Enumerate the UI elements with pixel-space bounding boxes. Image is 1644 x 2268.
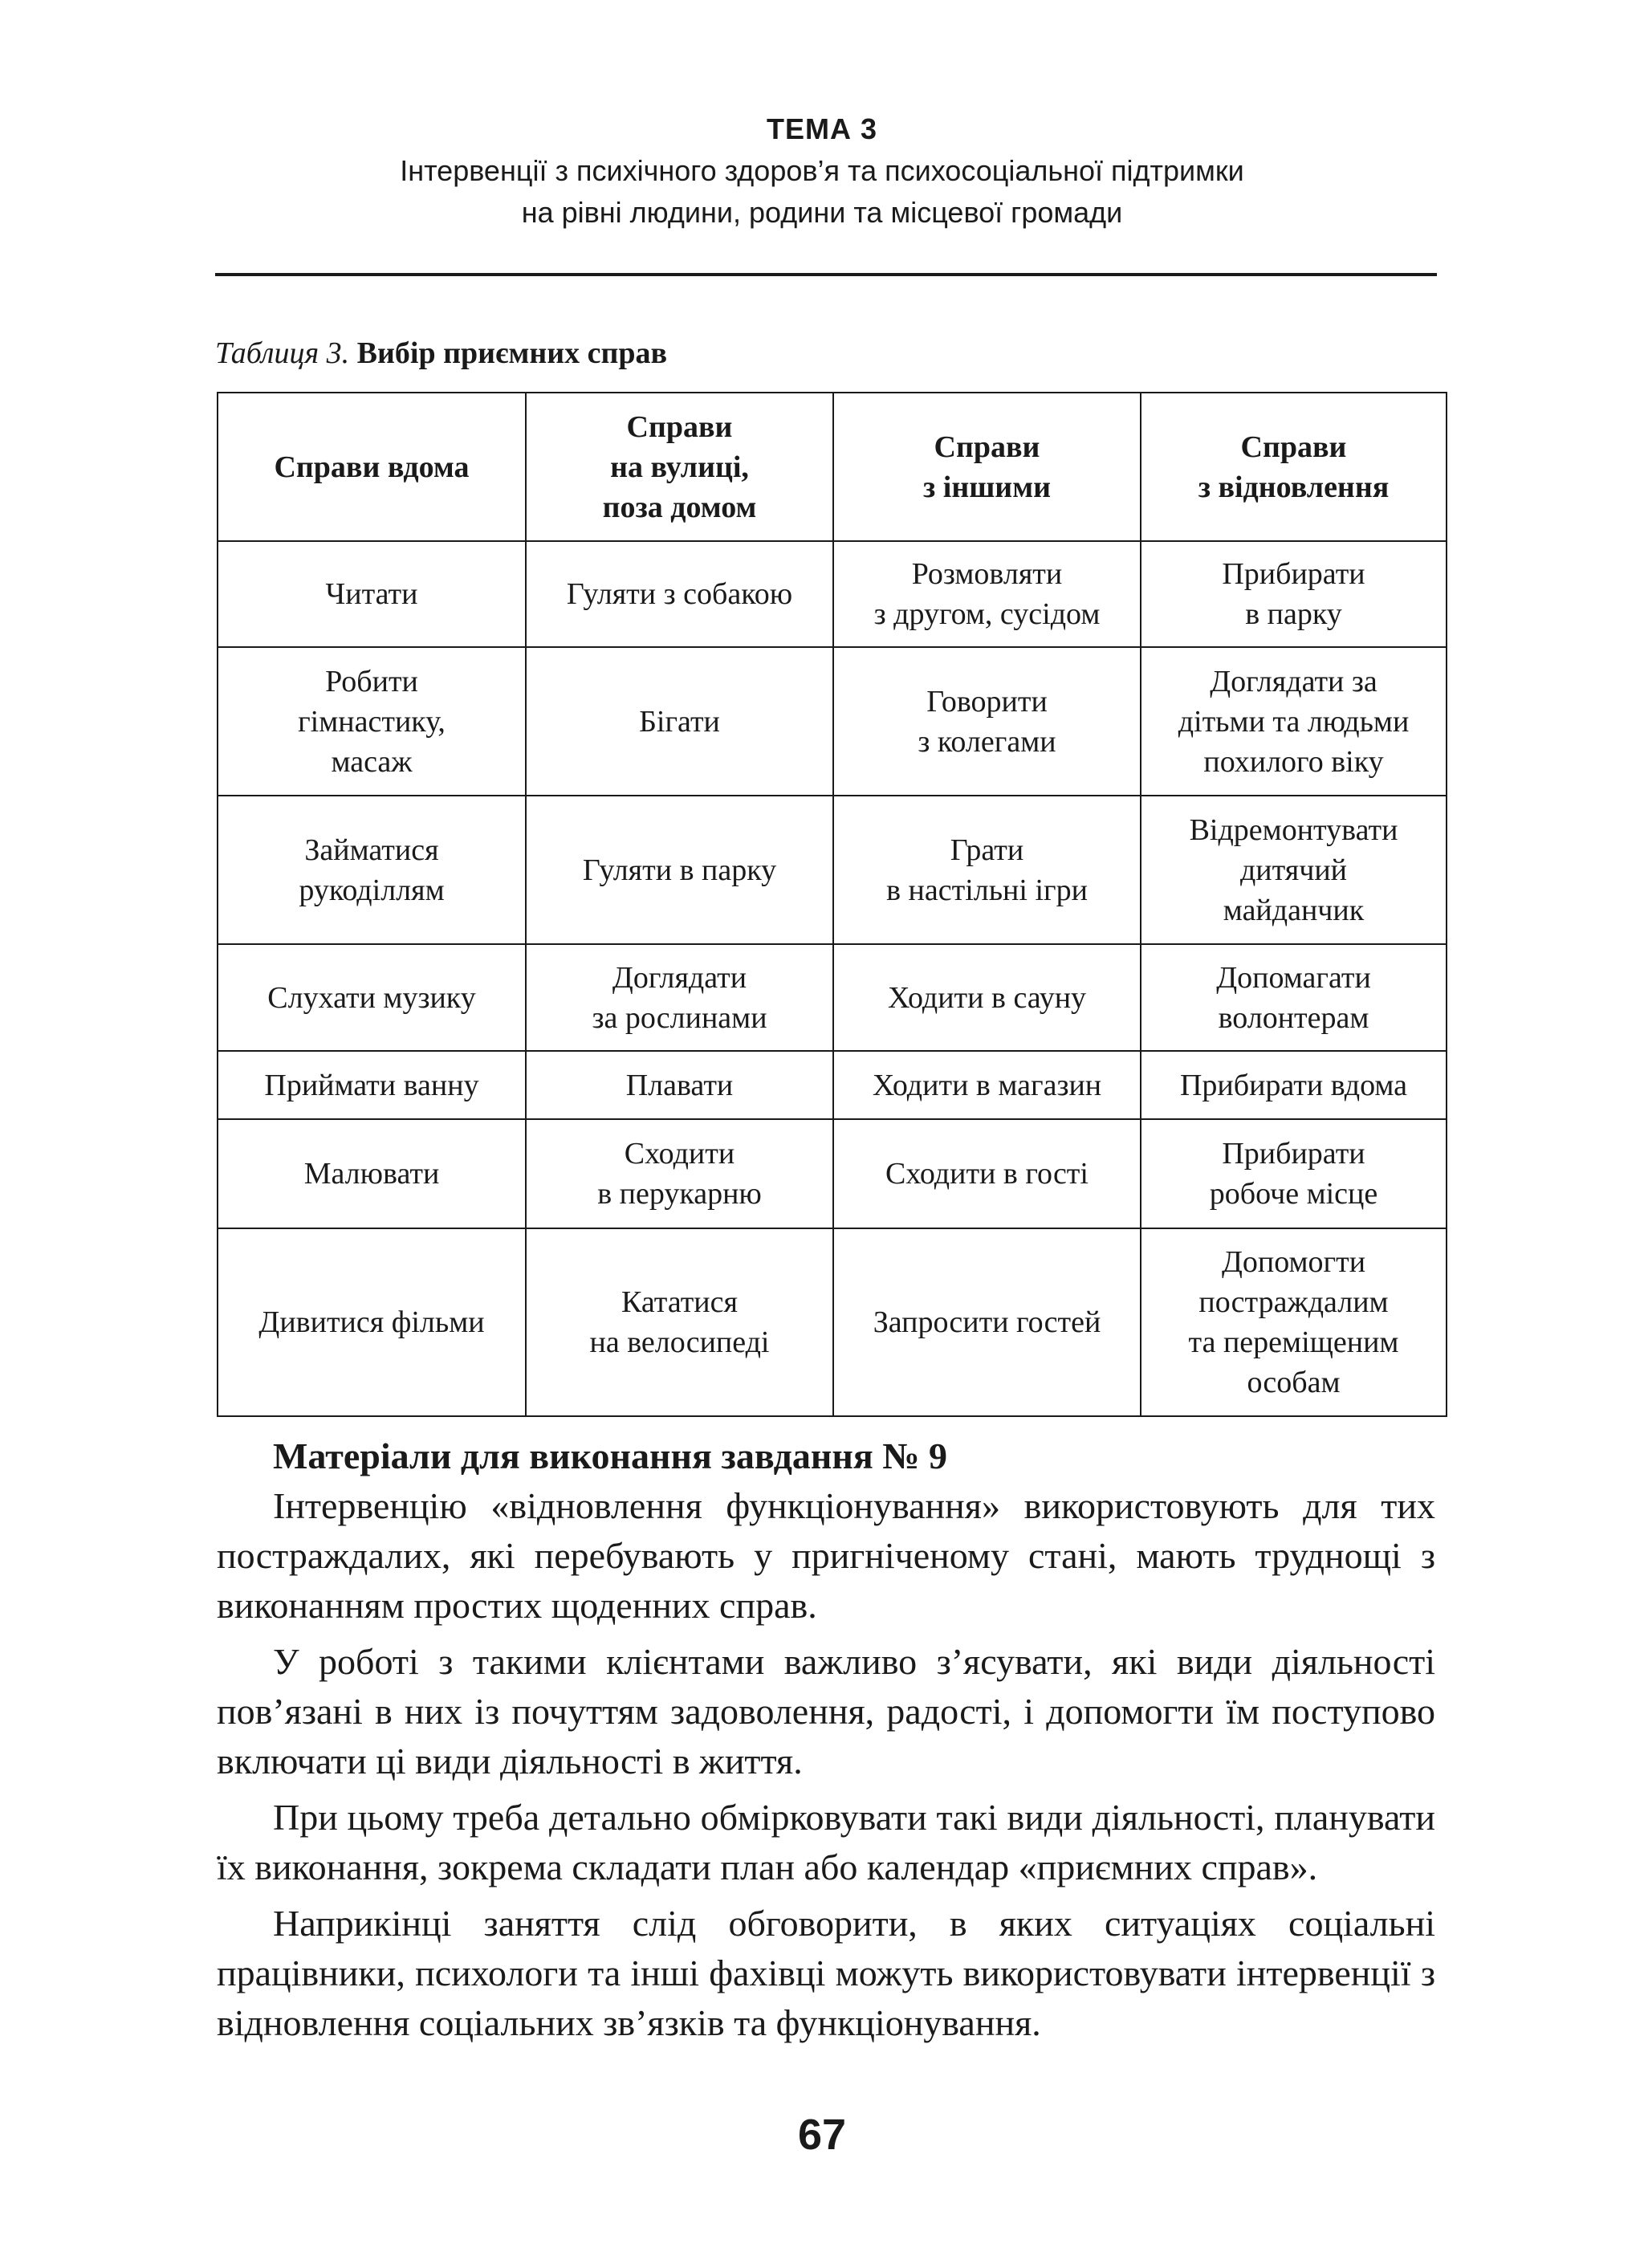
table-cell: Дивитися фільми (218, 1228, 526, 1416)
theme-label: ТЕМА 3 (766, 112, 877, 145)
table-cell: Сходити в перукарню (526, 1119, 833, 1228)
table-header-row (218, 393, 1447, 541)
section-body (217, 1431, 1435, 2054)
table-cell: Відремонтувати дитячий майданчик (1141, 796, 1447, 944)
table-cell: Розмовляти з другом, сусідом (833, 541, 1141, 647)
table-cell: Ходити в магазин (833, 1051, 1141, 1119)
table-cell: Доглядати за дітьми та людьми похилого віку (1141, 647, 1447, 796)
table-cell: Кататися на велосипеді (526, 1228, 833, 1416)
column-header-with-others: Справи з іншими (833, 393, 1141, 541)
table-row (218, 1119, 1447, 1228)
table-cell: Прибирати вдома (1141, 1051, 1447, 1119)
table-cell: Прибирати в парку (1141, 541, 1447, 647)
table-row (218, 1051, 1447, 1119)
body-paragraph: У роботі з такими клієнтами важливо з’ясувати, які види діяльності пов’язані в них із почуттям задоволення, радості, і допомогти їм поступово включати ці види діяльності в життя. (217, 1641, 1435, 1781)
column-header-outside: Справи на вулиці, поза домом (526, 393, 833, 541)
table-row (218, 647, 1447, 796)
table-cell: Запросити гостей (833, 1228, 1141, 1416)
table-cell: Говорити з колегами (833, 647, 1141, 796)
table-cell: Малювати (218, 1119, 526, 1228)
table-cell: Допомагати волонтерам (1141, 944, 1447, 1051)
table-cell: Ходити в сауну (833, 944, 1141, 1051)
table-cell: Грати в настільні ігри (833, 796, 1141, 944)
table-row (218, 1228, 1447, 1416)
table-cell: Допомогти постраждалим та переміщеним особам (1141, 1228, 1447, 1416)
table-row (218, 541, 1447, 647)
table-cell: Приймати ванну (218, 1051, 526, 1119)
page-header (0, 108, 1644, 234)
table-caption-title: Вибір приємних справ (356, 336, 668, 370)
table-row (218, 944, 1447, 1051)
body-paragraph: Інтервенцію «відновлення функціонування» використовують для тих постраждалих, які перебувають у пригніченому стані, мають труднощі з виконанням простих щоденних справ. (217, 1485, 1435, 1626)
table-cell: Гуляти в парку (526, 796, 833, 944)
theme-title-line-2: на рівні людини, родини та місцевої громади (521, 196, 1123, 229)
theme-title-line-1: Інтервенції з психічного здоров’я та психосоціальної підтримки (400, 154, 1244, 187)
table-cell: Гуляти з собакою (526, 541, 833, 647)
table-cell: Займатися рукоділлям (218, 796, 526, 944)
table-cell: Робити гімнастику, масаж (218, 647, 526, 796)
page-number: 67 (797, 2111, 847, 2159)
column-header-home: Справи вдома (218, 393, 526, 541)
table-row (218, 796, 1447, 944)
table-cell: Доглядати за рослинами (526, 944, 833, 1051)
section-heading: Матеріали для виконання завдання № 9 (273, 1435, 947, 1476)
table-cell: Читати (218, 541, 526, 647)
body-paragraph: Наприкінці заняття слід обговорити, в яких ситуаціях соціальні працівники, психологи та інші фахівці можуть використовувати інтервенції з відновлення соціальних зв’язків та функціонування. (217, 1903, 1435, 2043)
table-caption (215, 336, 667, 371)
activities-table (217, 392, 1447, 1417)
table-caption-prefix: Таблиця 3. (215, 336, 350, 370)
table-cell: Плавати (526, 1051, 833, 1119)
header-divider (215, 273, 1437, 276)
table-cell: Прибирати робоче місце (1141, 1119, 1447, 1228)
column-header-recovery: Справи з відновлення (1141, 393, 1447, 541)
body-paragraph: При цьому треба детально обмірковувати такі види діяльності, планувати їх виконання, зокрема складати план або календар «приємних справ». (217, 1797, 1435, 1887)
table-cell: Слухати музику (218, 944, 526, 1051)
table-cell: Бігати (526, 647, 833, 796)
table-cell: Сходити в гості (833, 1119, 1141, 1228)
